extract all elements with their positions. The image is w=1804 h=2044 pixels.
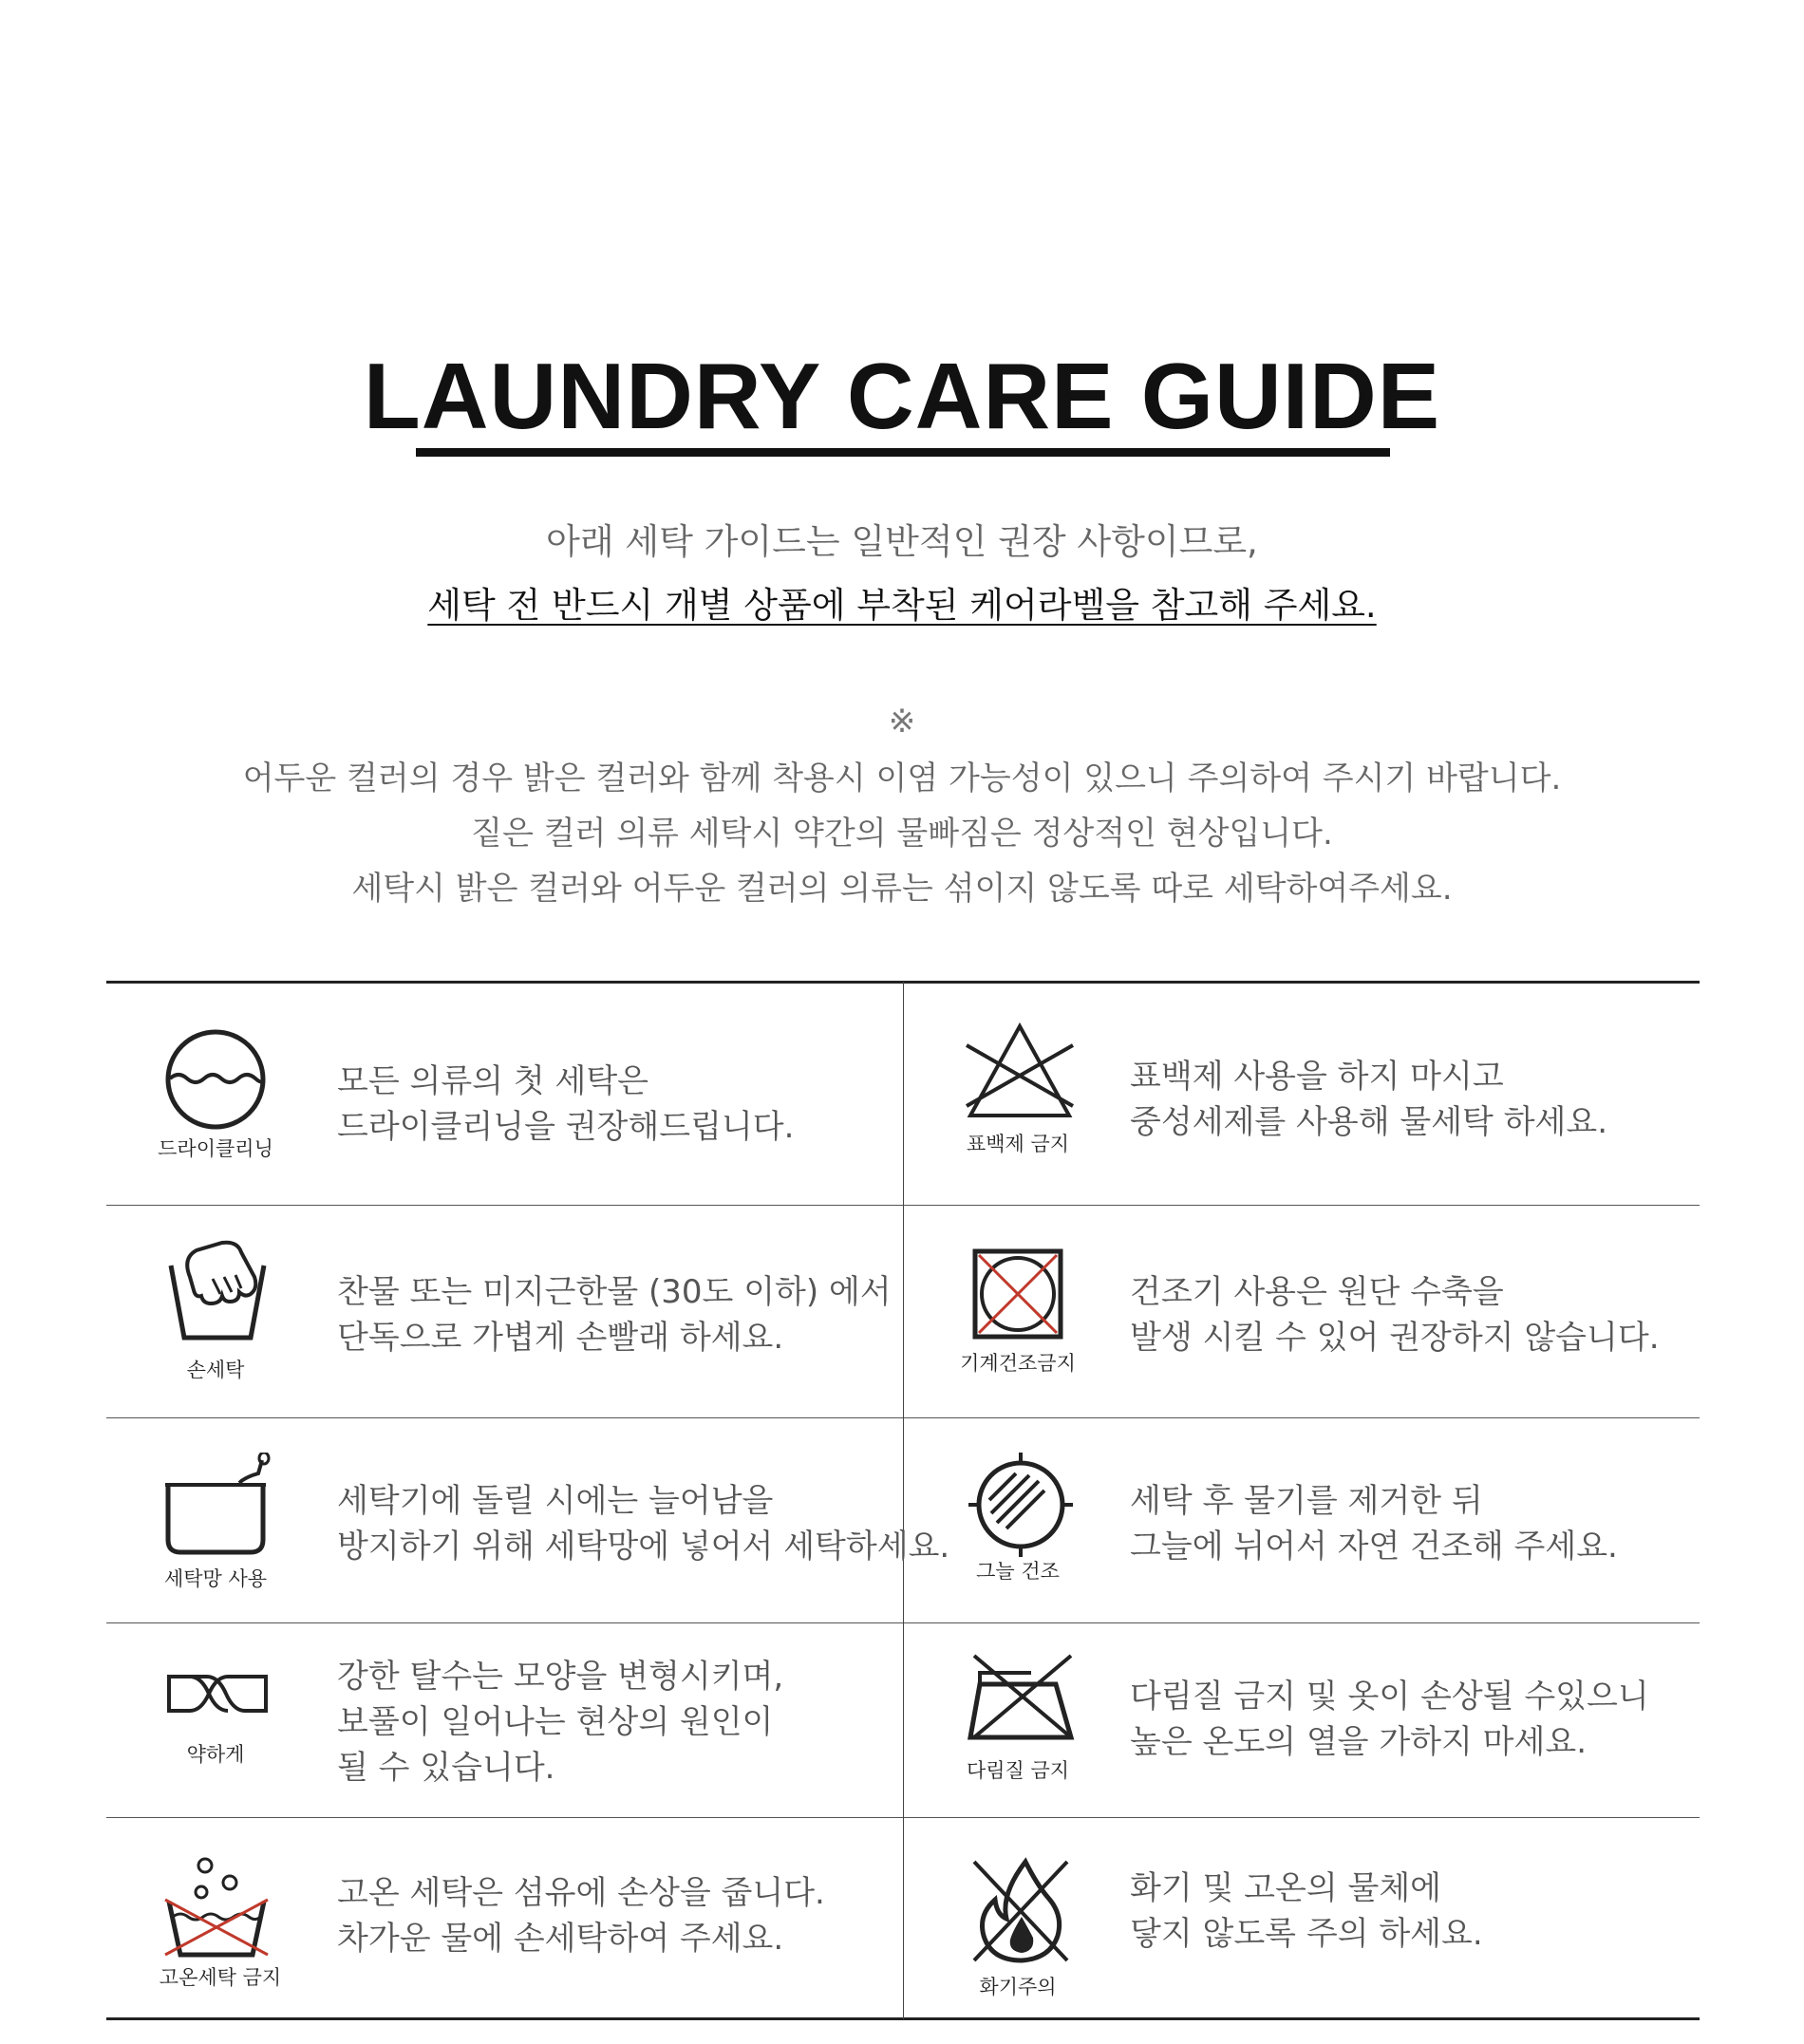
icon-label: 기계건조금지 (960, 1352, 1076, 1375)
gentle-wring-icon (163, 1671, 272, 1722)
care-text-line: 발생 시킬 수 있어 권장하지 않습니다. (1130, 1319, 1660, 1357)
care-text-line: 될 수 있습니다. (337, 1749, 555, 1787)
page-title: LAUNDRY CARE GUIDE (363, 344, 1441, 448)
icon-label: 드라이클리닝 (158, 1137, 273, 1160)
no-hot-wash-icon (161, 1856, 275, 1964)
keep-away-fire-icon (968, 1856, 1073, 1969)
care-text-line: 보풀이 일어나는 현상의 원인이 (337, 1703, 774, 1741)
care-text-line: 찬물 또는 미지근한물 (30도 이하) 에서 (337, 1273, 892, 1311)
care-text-line: 차가운 물에 손세탁하여 주세요. (337, 1920, 784, 1958)
care-description (337, 1059, 794, 1150)
intro-line-1: 아래 세탁 가이드는 일반적인 권장 사항이므로, (546, 521, 1258, 562)
notice-line-1: 어두운 컬러의 경우 밝은 컬러와 함께 착용시 이염 가능성이 있으니 주의하여 주시기 바랍니다. (242, 759, 1562, 797)
icon-label: 세탁망 사용 (163, 1567, 268, 1590)
hand-wash-icon (163, 1239, 272, 1347)
care-text-line: 모든 의류의 첫 세탁은 (337, 1062, 649, 1100)
care-text-line: 닿지 않도록 주의 하세요. (1130, 1915, 1483, 1953)
intro-line-2 (0, 581, 1804, 630)
care-description (337, 1654, 783, 1791)
care-text-line: 강한 탈수는 모양을 변형시키며, (337, 1658, 784, 1696)
intro-line-2-text: 세탁 전 반드시 개별 상품에 부착된 케어라벨을 참고해 주세요. (427, 585, 1377, 626)
care-description (337, 1870, 825, 1961)
dry-clean-icon (161, 1025, 271, 1138)
notice-mark: ※ (888, 703, 916, 741)
no-iron-icon (965, 1652, 1079, 1746)
care-text-line: 표백제 사용을 하지 마시고 (1130, 1058, 1504, 1096)
care-description (1130, 1269, 1660, 1360)
care-text-line: 건조기 사용은 원단 수축을 (1130, 1273, 1504, 1311)
care-text-line: 방지하기 위해 세탁망에 넣어서 세탁하세요. (337, 1528, 950, 1566)
care-text-line: 높은 온도의 열을 가하지 마세요. (1130, 1723, 1588, 1761)
icon-label: 다림질 금지 (966, 1759, 1070, 1782)
notice-line-2: 짙은 컬러 의류 세탁시 약간의 물빠짐은 정상적인 현상입니다. (471, 815, 1333, 853)
care-text-line: 세탁 후 물기를 제거한 뒤 (1130, 1482, 1483, 1520)
icon-label: 약하게 (186, 1743, 245, 1766)
icon-label: 손세탁 (186, 1359, 245, 1381)
notice-line-3: 세탁시 밝은 컬러와 어두운 컬러의 의류는 섞이지 않도록 따로 세탁하여주세요. (351, 870, 1453, 908)
icon-label: 표백제 금지 (966, 1133, 1070, 1155)
care-description (1130, 1866, 1483, 1957)
care-text-line: 단독으로 가볍게 손빨래 하세요. (337, 1319, 784, 1357)
care-description (337, 1269, 892, 1360)
no-tumble-dry-icon (970, 1247, 1065, 1345)
care-description (1130, 1674, 1649, 1765)
care-text-line: 세탁기에 돌릴 시에는 늘어남을 (337, 1482, 774, 1520)
care-text-line: 그늘에 뉘어서 자연 건조해 주세요. (1130, 1528, 1618, 1566)
care-text-line: 다림질 금지 및 옷이 손상될 수있으니 (1130, 1678, 1649, 1716)
care-text-line: 드라이클리닝을 권장해드립니다. (337, 1108, 795, 1146)
care-description (337, 1478, 949, 1569)
icon-label: 그늘 건조 (976, 1560, 1060, 1583)
care-description (1130, 1054, 1607, 1145)
icon-label: 화기주의 (979, 1976, 1057, 1998)
title-underline (416, 448, 1390, 457)
care-text-line: 화기 및 고온의 물체에 (1130, 1869, 1442, 1907)
care-text-line: 중성세제를 사용해 물세탁 하세요. (1130, 1103, 1608, 1141)
laundry-net-icon (163, 1453, 277, 1561)
care-description (1130, 1478, 1618, 1569)
care-text-line: 고온 세탁은 섬유에 손상을 줍니다. (337, 1874, 825, 1912)
no-bleach-icon (961, 1021, 1080, 1124)
shade-dry-icon (967, 1451, 1076, 1564)
icon-label: 고온세탁 금지 (159, 1966, 282, 1989)
